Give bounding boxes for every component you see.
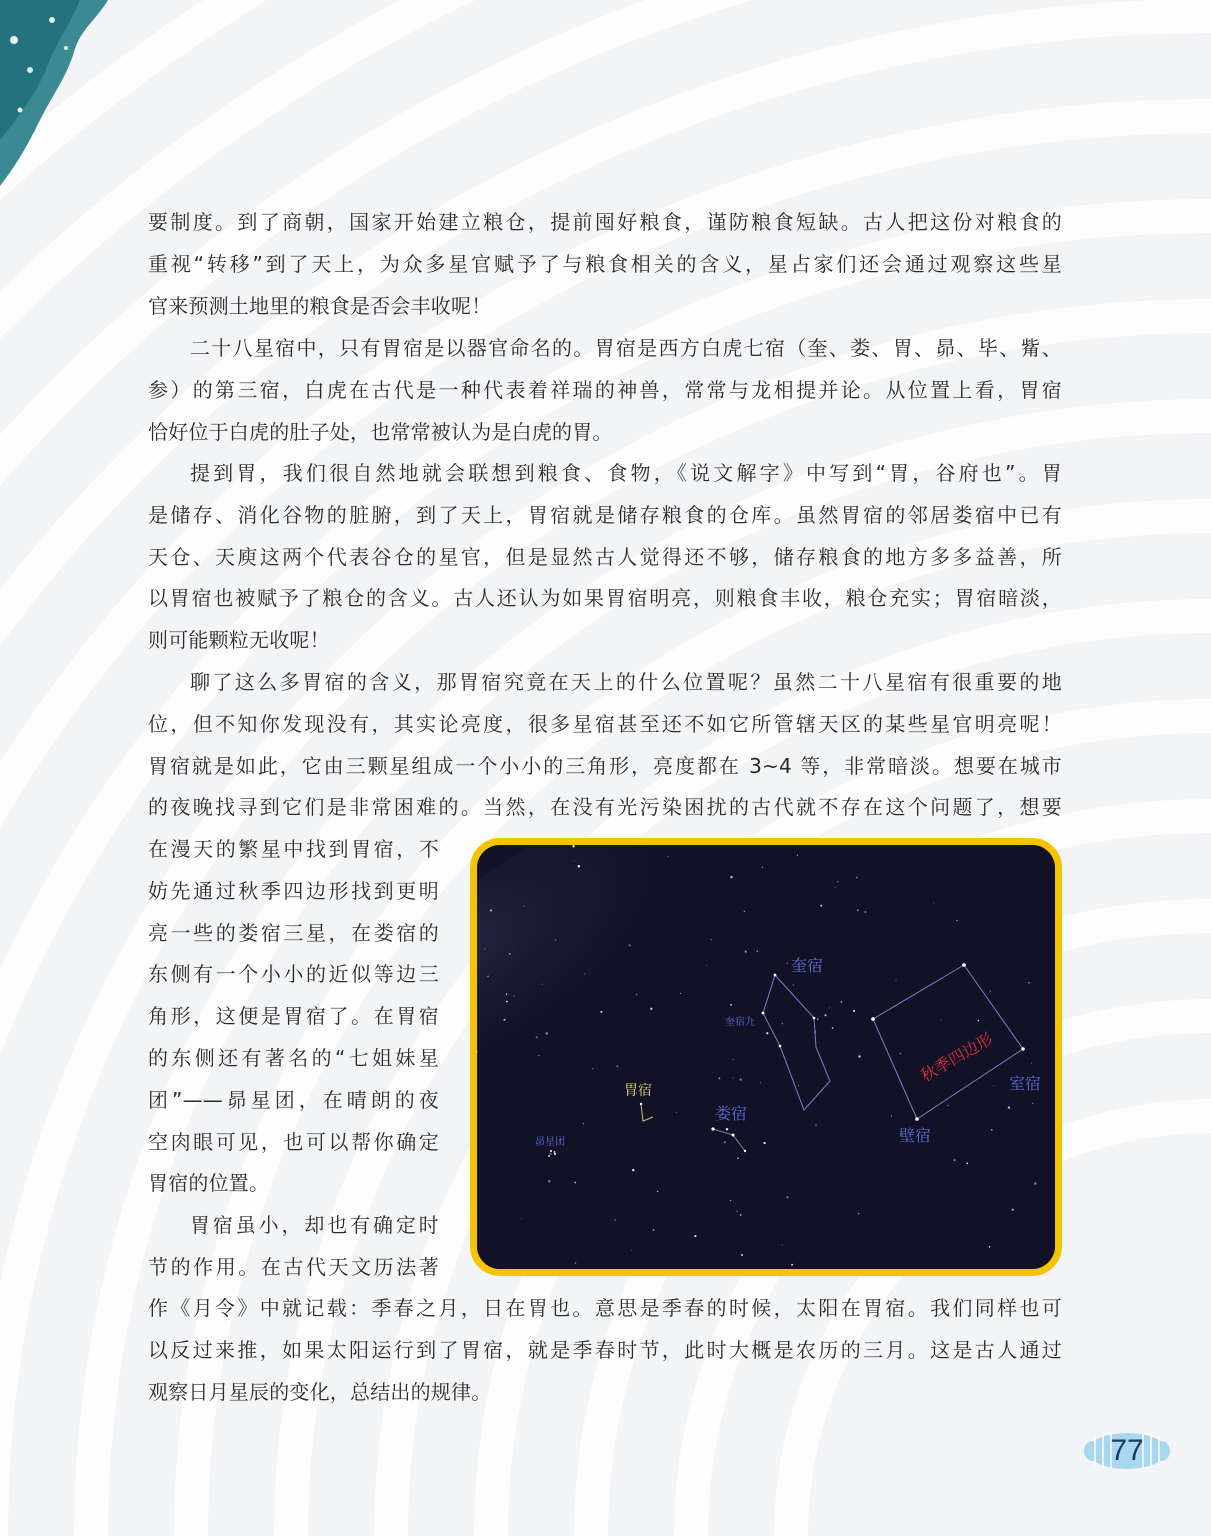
- background-star: [730, 1200, 732, 1202]
- background-star: [896, 980, 897, 981]
- background-star: [1032, 1103, 1033, 1104]
- background-star: [763, 1142, 765, 1144]
- background-star: [583, 1123, 584, 1124]
- background-star: [787, 963, 788, 964]
- background-star: [542, 984, 543, 985]
- star-map: [477, 845, 1055, 1269]
- background-star: [760, 1082, 761, 1083]
- background-star: [636, 994, 637, 995]
- background-star: [1012, 1209, 1014, 1211]
- background-star: [487, 975, 489, 977]
- background-star: [513, 995, 514, 996]
- background-star: [578, 865, 581, 868]
- background-star: [837, 881, 839, 883]
- background-star: [506, 1001, 508, 1003]
- background-star: [574, 1182, 576, 1184]
- background-star: [993, 1086, 994, 1087]
- background-star: [680, 993, 681, 994]
- background-star: [555, 939, 557, 941]
- background-star: [989, 1246, 990, 1247]
- background-star: [536, 1036, 538, 1038]
- background-star: [724, 1141, 726, 1143]
- paragraph-1: 要制度。到了商朝，国家开始建立粮仓，提前囤好粮食，谨防粮食短缺。古人把这份对粮食的 重视“转移”到了天上，为众多星官赋予了与粮食相关的含义，星占家们还会通过观察这些星 官来预测土地里的粮食是否会丰收呢！: [148, 210, 1062, 318]
- background-star: [718, 1077, 720, 1079]
- background-star: [737, 1158, 738, 1159]
- background-star: [484, 948, 485, 949]
- background-star: [956, 920, 957, 921]
- background-star: [841, 1001, 842, 1002]
- background-star: [853, 1010, 855, 1012]
- label-kui9: 奎宿九: [725, 1017, 755, 1028]
- background-star: [857, 909, 859, 911]
- background-star: [835, 887, 836, 888]
- background-star: [797, 855, 798, 856]
- background-star: [858, 1055, 860, 1057]
- background-star: [900, 1053, 901, 1054]
- background-star: [741, 1254, 743, 1256]
- background-star: [632, 1169, 634, 1171]
- background-star: [629, 944, 631, 946]
- background-star: [650, 1008, 652, 1010]
- background-star: [546, 1032, 549, 1035]
- background-star: [653, 1229, 655, 1231]
- background-star: [744, 911, 746, 913]
- background-star: [865, 911, 867, 913]
- background-star: [766, 1032, 768, 1034]
- background-star: [745, 951, 747, 953]
- background-star: [990, 990, 991, 991]
- background-star: [966, 1162, 968, 1164]
- background-star: [726, 1128, 729, 1131]
- background-star: [710, 939, 712, 941]
- label-mao: 昴星团: [535, 1137, 565, 1148]
- page-number: 77: [1110, 1434, 1144, 1467]
- background-star: [933, 902, 934, 903]
- paragraph-5: 胃宿虽小，却也有确定时 节的作用。在古代天文历法著: [148, 1213, 439, 1279]
- label-wei: 胃宿: [624, 1083, 652, 1099]
- background-star: [1031, 1063, 1032, 1064]
- background-star: [730, 876, 733, 879]
- paragraph-2: 二十八星宿中，只有胃宿是以器官命名的。胃宿是西方白虎七宿（奎、娄、胃、昴、毕、觜、 参）的第三宿，白虎在古代是一种代表着祥瑞的神兽，常常与龙相提并论。从位置上看，胃宿 恰好位于白虎的肚子处，也常常被认为是白虎的胃。: [148, 336, 1062, 444]
- background-star: [1008, 1106, 1010, 1108]
- star-map-figure: [470, 838, 1062, 1276]
- background-star: [793, 985, 794, 986]
- background-star: [815, 1124, 817, 1126]
- background-star: [574, 860, 575, 861]
- background-star: [584, 973, 585, 974]
- background-star: [694, 1235, 696, 1237]
- background-star: [490, 909, 492, 911]
- background-star: [548, 1180, 550, 1182]
- background-star: [676, 1112, 677, 1113]
- background-star: [858, 1213, 859, 1214]
- background-star: [554, 1151, 556, 1153]
- background-star: [600, 1011, 602, 1013]
- background-star: [733, 1059, 734, 1060]
- background-star: [978, 1020, 980, 1022]
- background-star: [706, 965, 707, 966]
- label-shi: 室宿: [1009, 1074, 1042, 1093]
- label-bi: 壁宿: [899, 1126, 932, 1145]
- background-star: [947, 1105, 949, 1107]
- label-kui: 奎宿: [791, 956, 824, 975]
- paragraph-5-continued: 作《月令》中就记载：季春之月，日在胃也。意思是季春的时候，太阳在胃宿。我们同样也可 以反过来推，如果太阳运行到了胃宿，就是季春时节，此时大概是农历的三月。这是古人通过 观察日月星辰的变化，总结出的规律。: [148, 1296, 1062, 1404]
- background-star: [856, 877, 858, 879]
- background-star: [740, 1214, 742, 1216]
- background-star: [575, 1262, 577, 1264]
- background-star: [782, 1023, 783, 1024]
- background-star: [782, 1244, 783, 1245]
- background-star: [940, 1019, 941, 1020]
- paragraph-3: 提到胃，我们很自然地就会联想到粮食、食物，《说文解字》中写到“胃，谷府也”。胃 是储存、消化谷物的脏腑，到了天上，胃宿就是储存粮食的仓库。虽然胃宿的邻居娄宿中已有 天仓、天庾这两个代表谷仓的星官，但是显然古人觉得还不够，储存粮食的地方多多益善，所 以胃宿也被赋予了粮仓的含义。古人还认为如果胃宿明亮，则粮食丰收，粮仓充实；胃宿暗淡， 则可能颗粒无收呢！: [148, 461, 1062, 653]
- label-lou: 娄宿: [715, 1104, 748, 1123]
- background-star: [592, 1068, 593, 1069]
- background-star: [506, 993, 507, 994]
- background-star: [991, 1129, 992, 1130]
- label-autumn-square: 秋季四边形: [917, 1029, 997, 1086]
- background-star: [572, 845, 574, 847]
- background-star: [509, 953, 511, 955]
- paragraph-4-continued: 在漫天的繁星中找到胃宿，不 妨先通过秋季四边形找到更明 亮一些的娄宿三星，在娄宿的 东侧有一个小小的近似等边三 角形，这便是胃宿了。在胃宿 的东侧还有著名的“七姐妹星 团”——昴星团，在晴朗的夜 空肉眼可见，也可以帮你确定 胃宿的位置。: [148, 837, 439, 1196]
- background-star: [756, 951, 758, 953]
- background-star: [549, 1153, 551, 1155]
- background-star: [786, 1196, 788, 1198]
- background-star: [739, 1078, 741, 1080]
- background-star: [503, 1019, 505, 1021]
- background-star: [733, 1078, 734, 1079]
- background-star: [824, 1014, 826, 1016]
- background-star: [657, 1191, 659, 1193]
- background-star: [524, 905, 525, 906]
- corner-watercolor-decoration: [0, 0, 120, 190]
- background-star: [891, 1115, 892, 1116]
- background-star: [631, 1250, 632, 1251]
- background-star: [820, 905, 822, 907]
- background-star: [538, 1055, 540, 1057]
- background-star: [829, 1007, 830, 1008]
- paragraph-4: 聊了这么多胃宿的含义，那胃宿究竟在天上的什么位置呢？虽然二十八星宿有很重要的地 位，但不知你发现没有，其实论亮度，很多星宿甚至还不如它所管辖天区的某些星官明亮呢！ 胃宿就是如此，它由三颗星组成一个小小的三角形，亮度都在 3~4 等，非常暗淡。想要在城市 的夜晚找寻到它们是非常困难的。当然，在没有光污染困扰的古代就不存在这个问题了，想要: [148, 670, 1062, 820]
- background-star: [730, 1004, 732, 1006]
- background-star: [762, 866, 763, 867]
- background-star: [1034, 1182, 1036, 1184]
- background-star: [736, 1211, 738, 1213]
- background-star: [954, 1159, 956, 1161]
- background-star: [832, 1027, 834, 1029]
- background-star: [521, 1218, 522, 1219]
- background-star: [1028, 982, 1030, 984]
- background-star: [614, 1219, 616, 1221]
- background-star: [798, 1085, 799, 1086]
- background-star: [817, 1019, 818, 1020]
- background-star: [616, 1065, 618, 1067]
- background-star: [791, 1264, 793, 1266]
- background-star: [668, 856, 669, 857]
